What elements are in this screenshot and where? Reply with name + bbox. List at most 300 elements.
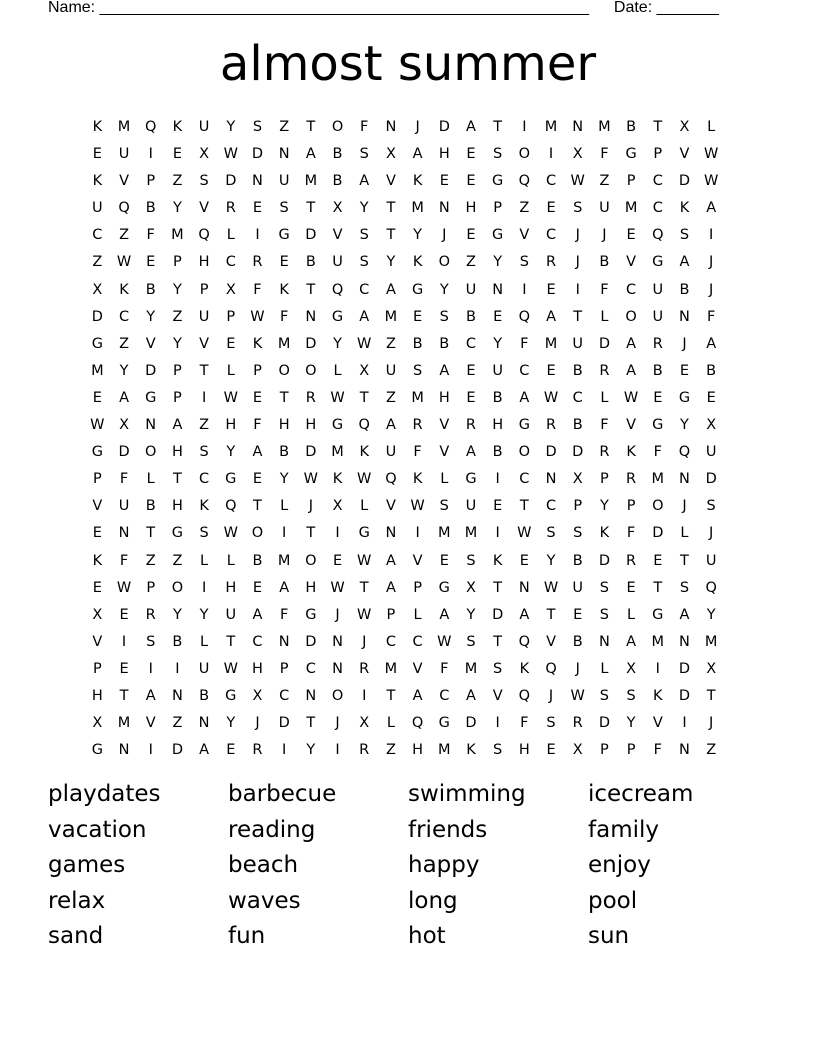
grid-cell: E bbox=[413, 308, 423, 325]
grid-cell: O bbox=[331, 687, 344, 704]
grid-cell: B bbox=[199, 687, 210, 704]
grid-cell: A bbox=[466, 119, 476, 135]
grid-cell: V bbox=[412, 660, 423, 677]
grid-cell: N bbox=[278, 633, 290, 650]
grid-cell: Q bbox=[385, 471, 397, 488]
grid-cell: L bbox=[627, 606, 636, 623]
grid-cell: M bbox=[384, 660, 398, 677]
grid-cell: Q bbox=[198, 227, 210, 244]
grid-cell: E bbox=[439, 173, 449, 190]
grid-cell: X bbox=[359, 362, 370, 379]
grid-cell: P bbox=[653, 146, 663, 163]
grid-cell: G bbox=[678, 389, 691, 406]
grid-cell: A bbox=[305, 146, 316, 163]
grid-cell: F bbox=[520, 715, 529, 732]
grid-cell: H bbox=[438, 389, 450, 406]
grid-cell: Y bbox=[413, 227, 423, 244]
grid-cell: E bbox=[252, 389, 263, 406]
grid-cell: W bbox=[357, 335, 372, 352]
grid-cell: J bbox=[709, 525, 714, 542]
grid-cell: H bbox=[438, 146, 450, 163]
grid-cell: H bbox=[305, 579, 317, 596]
grid-cell: T bbox=[199, 362, 209, 379]
grid-cell: A bbox=[359, 173, 370, 190]
grid-cell: S bbox=[199, 525, 209, 542]
grid-cell: G bbox=[438, 715, 450, 732]
grid-cell: I bbox=[148, 742, 153, 759]
grid-cell: A bbox=[412, 687, 423, 704]
grid-cell: P bbox=[173, 254, 182, 271]
grid-cell: E bbox=[466, 389, 476, 406]
word-list-item: swimming bbox=[408, 781, 526, 807]
grid-cell: L bbox=[280, 498, 289, 515]
grid-cell: P bbox=[199, 281, 209, 298]
grid-cell: Z bbox=[92, 254, 103, 271]
grid-cell: Z bbox=[119, 227, 129, 244]
grid-cell: D bbox=[145, 362, 157, 379]
grid-cell: G bbox=[492, 227, 504, 244]
grid-cell: Z bbox=[706, 742, 717, 759]
grid-cell: P bbox=[600, 742, 609, 759]
grid-cell: S bbox=[599, 606, 610, 623]
grid-cell: U bbox=[705, 552, 717, 569]
grid-cell: Y bbox=[146, 308, 156, 325]
grid-cell: W bbox=[303, 471, 319, 488]
word-list-item: long bbox=[408, 887, 458, 914]
grid-cell: N bbox=[679, 471, 690, 488]
grid-cell: S bbox=[199, 444, 209, 461]
grid-cell: G bbox=[145, 389, 157, 406]
grid-cell: H bbox=[465, 200, 477, 217]
grid-cell: G bbox=[171, 525, 184, 542]
grid-cell: X bbox=[332, 200, 343, 217]
grid-cell: Y bbox=[199, 606, 209, 623]
grid-cell: I bbox=[148, 660, 153, 677]
grid-cell: E bbox=[626, 227, 636, 244]
grid-cell: E bbox=[172, 146, 182, 163]
grid-cell: S bbox=[412, 362, 423, 379]
grid-cell: N bbox=[332, 660, 343, 677]
grid-cell: X bbox=[225, 281, 236, 298]
grid-cell: B bbox=[145, 281, 156, 298]
grid-cell: N bbox=[679, 633, 690, 650]
grid-cell: Q bbox=[225, 498, 237, 515]
grid-cell: P bbox=[226, 308, 236, 325]
word-list-item: family bbox=[588, 816, 659, 843]
grid-cell: V bbox=[385, 498, 396, 515]
grid-cell: N bbox=[385, 119, 397, 135]
grid-cell: S bbox=[359, 254, 369, 271]
grid-cell: Z bbox=[199, 417, 210, 434]
grid-cell: M bbox=[651, 471, 665, 488]
grid-cell: T bbox=[546, 606, 556, 623]
grid-cell: Z bbox=[599, 173, 610, 190]
grid-cell: N bbox=[305, 687, 317, 704]
grid-cell: C bbox=[652, 200, 663, 217]
grid-cell: Y bbox=[172, 335, 182, 352]
grid-cell: Q bbox=[518, 687, 531, 704]
grid-cell: F bbox=[146, 227, 155, 244]
grid-cell: N bbox=[118, 525, 130, 542]
grid-cell: X bbox=[572, 146, 583, 163]
grid-cell: G bbox=[331, 417, 344, 434]
grid-cell: V bbox=[92, 633, 103, 650]
grid-cell: U bbox=[599, 200, 610, 217]
grid-cell: F bbox=[253, 281, 262, 298]
grid-cell: W bbox=[223, 525, 238, 542]
grid-cell: Z bbox=[119, 335, 129, 352]
grid-cell: D bbox=[678, 173, 691, 190]
grid-cell: W bbox=[543, 389, 559, 406]
date-field-label: Date: _______ bbox=[613, 0, 719, 16]
grid-cell: T bbox=[680, 552, 689, 569]
grid-cell: C bbox=[412, 633, 423, 650]
grid-cell: J bbox=[709, 715, 714, 732]
grid-cell: A bbox=[252, 606, 263, 623]
grid-cell: Y bbox=[626, 715, 636, 732]
grid-cell: L bbox=[440, 471, 449, 488]
grid-cell: R bbox=[626, 471, 637, 488]
grid-cell: V bbox=[439, 417, 450, 434]
grid-cell: Y bbox=[680, 417, 689, 434]
grid-cell: F bbox=[253, 417, 262, 434]
grid-cell: Y bbox=[466, 606, 476, 623]
grid-cell: U bbox=[652, 281, 664, 298]
grid-cell: H bbox=[225, 579, 237, 596]
grid-cell: S bbox=[359, 146, 369, 163]
grid-cell: D bbox=[225, 173, 237, 190]
word-list-item: fun bbox=[228, 923, 266, 949]
grid-cell: B bbox=[652, 362, 663, 379]
grid-cell: B bbox=[252, 552, 263, 569]
grid-cell: W bbox=[517, 525, 532, 542]
grid-cell: F bbox=[279, 308, 289, 325]
grid-cell: B bbox=[572, 633, 583, 650]
grid-cell: Y bbox=[493, 254, 503, 271]
word-list-item: relax bbox=[48, 887, 106, 914]
grid-cell: S bbox=[279, 200, 289, 217]
grid-cell: V bbox=[385, 173, 396, 190]
grid-cell: E bbox=[493, 308, 503, 325]
grid-cell: E bbox=[252, 471, 263, 488]
grid-cell: Y bbox=[359, 200, 369, 217]
grid-cell: Z bbox=[172, 715, 183, 732]
grid-cell: J bbox=[575, 254, 580, 271]
grid-cell: D bbox=[465, 715, 477, 732]
grid-cell: G bbox=[411, 281, 424, 298]
grid-cell: B bbox=[626, 119, 637, 135]
grid-cell: Z bbox=[172, 552, 183, 569]
grid-cell: O bbox=[251, 525, 264, 542]
grid-cell: P bbox=[146, 579, 156, 596]
grid-cell: R bbox=[545, 254, 557, 271]
grid-cell: M bbox=[544, 119, 558, 135]
grid-cell: P bbox=[279, 660, 289, 677]
grid-cell: S bbox=[199, 173, 209, 190]
grid-cell: U bbox=[385, 362, 397, 379]
grid-cell: J bbox=[415, 119, 420, 135]
grid-cell: C bbox=[439, 687, 450, 704]
grid-cell: W bbox=[570, 687, 585, 704]
grid-cell: F bbox=[626, 525, 636, 542]
grid-cell: E bbox=[653, 389, 663, 406]
grid-cell: N bbox=[518, 579, 530, 596]
grid-cell: V bbox=[92, 498, 103, 515]
grid-cell: B bbox=[492, 389, 503, 406]
grid-cell: K bbox=[92, 552, 103, 569]
grid-cell: H bbox=[305, 417, 317, 434]
word-list-item: reading bbox=[228, 816, 316, 843]
grid-cell: U bbox=[465, 281, 477, 298]
grid-cell: E bbox=[439, 552, 449, 569]
grid-cell: K bbox=[92, 119, 103, 135]
grid-cell: B bbox=[332, 146, 343, 163]
grid-cell: H bbox=[91, 687, 103, 704]
grid-cell: R bbox=[145, 606, 156, 623]
grid-cell: M bbox=[331, 444, 344, 461]
grid-cell: R bbox=[305, 389, 316, 406]
grid-cell: U bbox=[118, 146, 130, 163]
grid-cell: Z bbox=[466, 254, 476, 271]
grid-cell: X bbox=[199, 146, 210, 163]
grid-cell: N bbox=[252, 173, 263, 190]
grid-cell: N bbox=[278, 146, 290, 163]
grid-cell: Y bbox=[546, 552, 556, 569]
grid-cell: F bbox=[600, 417, 609, 434]
grid-cell: N bbox=[438, 200, 450, 217]
grid-cell: S bbox=[252, 119, 263, 135]
grid-cell: H bbox=[412, 742, 424, 759]
grid-cell: A bbox=[412, 146, 423, 163]
grid-cell: P bbox=[146, 173, 156, 190]
grid-cell: V bbox=[519, 227, 530, 244]
grid-cell: S bbox=[573, 525, 583, 542]
grid-cell: A bbox=[626, 362, 637, 379]
grid-cell: A bbox=[252, 444, 263, 461]
grid-cell: P bbox=[573, 498, 583, 515]
grid-cell: L bbox=[360, 498, 369, 515]
grid-cell: E bbox=[546, 742, 556, 759]
grid-cell: F bbox=[653, 444, 662, 461]
grid-cell: R bbox=[252, 254, 263, 271]
grid-cell: I bbox=[175, 660, 180, 677]
grid-cell: P bbox=[173, 362, 182, 379]
grid-cell: M bbox=[304, 173, 318, 190]
grid-cell: G bbox=[331, 308, 344, 325]
grid-cell: C bbox=[626, 281, 637, 298]
word-list-item: enjoy bbox=[588, 852, 651, 878]
grid-cell: J bbox=[575, 660, 580, 677]
grid-cell: W bbox=[357, 606, 372, 623]
grid-cell: X bbox=[92, 606, 103, 623]
grid-cell: F bbox=[279, 606, 289, 623]
grid-cell: Y bbox=[493, 335, 503, 352]
grid-cell: I bbox=[335, 742, 340, 759]
word-list-item: happy bbox=[408, 852, 480, 878]
grid-cell: X bbox=[572, 742, 583, 759]
grid-cell: E bbox=[519, 552, 529, 569]
grid-cell: R bbox=[359, 742, 370, 759]
grid-cell: E bbox=[546, 200, 556, 217]
grid-cell: N bbox=[145, 417, 157, 434]
grid-cell: W bbox=[570, 173, 585, 190]
grid-cell: A bbox=[706, 200, 717, 217]
grid-cell: J bbox=[362, 633, 367, 650]
grid-cell: L bbox=[680, 525, 689, 542]
grid-cell: D bbox=[545, 444, 557, 461]
grid-cell: T bbox=[306, 200, 316, 217]
grid-cell: S bbox=[599, 687, 610, 704]
grid-cell: A bbox=[385, 579, 396, 596]
grid-cell: T bbox=[386, 200, 396, 217]
grid-cell: A bbox=[385, 552, 396, 569]
grid-cell: K bbox=[332, 471, 343, 488]
grid-cell: K bbox=[412, 173, 423, 190]
grid-cell: P bbox=[92, 660, 102, 677]
grid-cell: D bbox=[305, 227, 317, 244]
grid-cell: L bbox=[226, 362, 235, 379]
word-list-item: icecream bbox=[588, 781, 694, 807]
grid-cell: X bbox=[572, 471, 583, 488]
grid-cell: F bbox=[119, 552, 129, 569]
grid-cell: E bbox=[546, 281, 556, 298]
grid-cell: K bbox=[492, 552, 503, 569]
grid-cell: C bbox=[279, 687, 290, 704]
grid-cell: N bbox=[332, 633, 343, 650]
grid-cell: J bbox=[255, 715, 260, 732]
grid-cell: C bbox=[252, 633, 263, 650]
grid-cell: P bbox=[173, 389, 182, 406]
grid-cell: I bbox=[575, 281, 580, 298]
grid-cell: T bbox=[493, 579, 503, 596]
grid-cell: U bbox=[278, 173, 290, 190]
grid-cell: D bbox=[652, 525, 664, 542]
grid-cell: D bbox=[305, 633, 317, 650]
grid-cell: T bbox=[573, 308, 583, 325]
grid-cell: M bbox=[277, 552, 291, 569]
grid-cell: B bbox=[465, 308, 476, 325]
grid-cell: V bbox=[492, 687, 503, 704]
grid-cell: U bbox=[118, 498, 130, 515]
grid-cell: S bbox=[679, 579, 690, 596]
grid-cell: B bbox=[279, 444, 290, 461]
grid-cell: X bbox=[92, 715, 103, 732]
grid-cell: Y bbox=[226, 119, 236, 135]
grid-cell: N bbox=[598, 633, 610, 650]
grid-cell: E bbox=[279, 254, 289, 271]
grid-cell: Z bbox=[385, 389, 396, 406]
grid-cell: R bbox=[626, 552, 637, 569]
grid-cell: L bbox=[226, 552, 235, 569]
grid-cell: W bbox=[703, 146, 719, 163]
grid-cell: L bbox=[200, 552, 209, 569]
grid-cell: Q bbox=[118, 200, 130, 217]
grid-cell: Y bbox=[119, 362, 129, 379]
grid-cell: G bbox=[652, 417, 664, 434]
grid-cell: O bbox=[518, 146, 531, 163]
grid-cell: N bbox=[679, 308, 690, 325]
grid-cell: Y bbox=[706, 606, 716, 623]
grid-cell: L bbox=[146, 471, 155, 488]
grid-cell: E bbox=[252, 200, 263, 217]
grid-cell: X bbox=[385, 146, 396, 163]
grid-cell: N bbox=[385, 525, 397, 542]
grid-cell: A bbox=[119, 389, 129, 406]
grid-cell: D bbox=[678, 687, 691, 704]
grid-cell: W bbox=[90, 417, 105, 434]
grid-cell: E bbox=[226, 742, 236, 759]
word-list-item: pool bbox=[588, 887, 638, 914]
grid-cell: E bbox=[466, 146, 476, 163]
grid-cell: K bbox=[653, 687, 663, 704]
grid-cell: W bbox=[357, 552, 372, 569]
grid-cell: Q bbox=[411, 715, 424, 732]
grid-cell: E bbox=[92, 579, 102, 596]
grid-cell: O bbox=[625, 308, 637, 325]
grid-cell: G bbox=[652, 254, 664, 271]
grid-cell: P bbox=[253, 362, 262, 379]
grid-cell: M bbox=[117, 119, 131, 135]
word-list-item: barbecue bbox=[228, 781, 337, 807]
grid-cell: I bbox=[362, 687, 367, 704]
grid-cell: I bbox=[522, 281, 527, 298]
grid-cell: E bbox=[332, 552, 343, 569]
grid-cell: Z bbox=[519, 200, 530, 217]
grid-cell: T bbox=[279, 389, 289, 406]
grid-cell: W bbox=[543, 579, 559, 596]
word-list-item: sun bbox=[588, 923, 630, 949]
grid-cell: M bbox=[117, 715, 131, 732]
grid-cell: Q bbox=[518, 633, 531, 650]
grid-cell: K bbox=[279, 281, 289, 298]
grid-cell: A bbox=[466, 687, 476, 704]
grid-cell: N bbox=[118, 742, 130, 759]
grid-cell: X bbox=[119, 417, 129, 434]
grid-cell: C bbox=[545, 173, 557, 190]
grid-cell: V bbox=[626, 254, 637, 271]
grid-cell: J bbox=[709, 281, 714, 298]
grid-cell: N bbox=[679, 742, 690, 759]
grid-cell: I bbox=[282, 525, 287, 542]
grid-cell: X bbox=[706, 660, 717, 677]
grid-cell: M bbox=[464, 660, 478, 677]
grid-cell: B bbox=[145, 498, 156, 515]
grid-cell: G bbox=[358, 525, 370, 542]
grid-cell: M bbox=[544, 335, 558, 352]
grid-cell: U bbox=[652, 308, 664, 325]
word-list-item: friends bbox=[408, 816, 488, 843]
grid-cell: P bbox=[92, 471, 102, 488]
grid-cell: X bbox=[252, 687, 263, 704]
grid-cell: D bbox=[598, 335, 610, 352]
grid-cell: S bbox=[359, 227, 369, 244]
grid-cell: Q bbox=[518, 173, 531, 190]
letter-grid bbox=[84, 114, 725, 764]
word-list-item: hot bbox=[408, 923, 446, 949]
grid-cell: Q bbox=[678, 444, 691, 461]
grid-cell: T bbox=[386, 227, 396, 244]
grid-cell: U bbox=[332, 254, 343, 271]
grid-cell: E bbox=[493, 498, 503, 515]
grid-cell: W bbox=[623, 389, 639, 406]
grid-cell: M bbox=[624, 200, 638, 217]
grid-cell: E bbox=[706, 389, 716, 406]
grid-cell: S bbox=[546, 715, 556, 732]
grid-cell: S bbox=[679, 227, 690, 244]
grid-cell: B bbox=[599, 254, 610, 271]
grid-cell: Y bbox=[279, 471, 289, 488]
grid-cell: D bbox=[598, 715, 610, 732]
